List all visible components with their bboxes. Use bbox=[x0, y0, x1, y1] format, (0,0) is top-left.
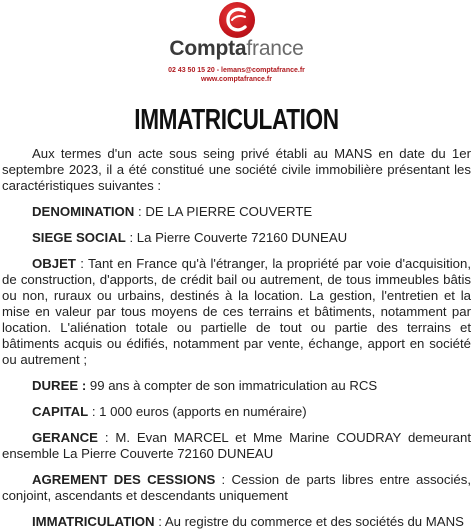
field-siege-social: SIEGE SOCIAL : La Pierre Couverte 72160 DUNEAU bbox=[32, 230, 348, 245]
field-value: 1 000 euros (apports en numéraire) bbox=[99, 404, 307, 419]
field-label: IMMATRICULATION bbox=[32, 514, 155, 529]
field-label: DENOMINATION bbox=[32, 204, 135, 219]
field-agrement-cessions: AGREMENT DES CESSIONS : Cession de parts libres entre associés, conjoint, ascendants et descendants uniquement bbox=[2, 472, 471, 503]
announcement-body bbox=[2, 146, 471, 530]
header bbox=[0, 0, 473, 100]
comptafrance-logo-icon bbox=[219, 2, 255, 38]
field-value: Tant en France qu'à l'étranger, la propriété par voie d'acquisition, de construction, d'apports, de crédit bail ou autrement, de tous immeubles bâtis ou non, ruraux ou urbains, destinés à la location. La gestion, l'entretien et la mise en valeur par tous moyens de ces terrains et bâtiments, notamment par location. L'aliénation totale ou partielle de tout ou partie des terrains et bâtiments acquis ou édifiés, notamment par vente, échange, apport en société ou autrement ; bbox=[2, 256, 471, 367]
intro-paragraph: Aux termes d'un acte sous seing privé établi au MANS en date du 1er septembre 2023, il a été constitué une société civile immobilière présentant les caractéristiques suivantes : bbox=[2, 146, 471, 193]
field-objet: OBJET : Tant en France qu'à l'étranger, la propriété par voie d'acquisition, de construction, d'apports, de crédit bail ou autrement, de tous immeubles bâtis ou non, ruraux ou urbains, destinés à la location. La gestion, l'entretien et la mise en valeur par tous moyens de ces terrains et bâtiments, notamment par location. L'aliénation totale ou partielle de tout ou partie des terrains et bâtiments acquis ou édifiés, notamment par vente, échange, apport en société ou autrement ; bbox=[2, 256, 471, 367]
field-label: GERANCE bbox=[32, 430, 98, 445]
field-label: AGREMENT DES CESSIONS bbox=[32, 472, 216, 487]
field-value: Cession de parts libres entre associés, conjoint, ascendants et descendants uniquement bbox=[2, 472, 471, 503]
field-duree bbox=[2, 378, 471, 394]
field-label: CAPITAL bbox=[32, 404, 89, 419]
field-label: SIEGE SOCIAL bbox=[32, 230, 126, 245]
field-denomination: DENOMINATION : DE LA PIERRE COUVERTE bbox=[32, 204, 313, 219]
field-immatriculation: IMMATRICULATION : Au registre du commerce et des sociétés du MANS bbox=[32, 514, 464, 529]
page-title: IMMATRICULATION bbox=[134, 104, 339, 136]
field-capital: CAPITAL : 1 000 euros (apports en numéraire) bbox=[32, 404, 307, 419]
field-value: Au registre du commerce et des sociétés du MANS bbox=[164, 514, 464, 529]
field-value: La Pierre Couverte 72160 DUNEAU bbox=[136, 230, 348, 245]
field-gerance: GERANCE : M. Evan MARCEL et Mme Marine COUDRAY demeurant ensemble La Pierre Couverte 72160 DUNEAU bbox=[2, 430, 471, 461]
brand-part1: Compta bbox=[169, 37, 247, 60]
field-value: DE LA PIERRE COUVERTE bbox=[145, 204, 313, 219]
field-value: M. Evan MARCEL et Mme Marine COUDRAY demeurant ensemble La Pierre Couverte 72160 DUNEAU bbox=[2, 430, 471, 461]
brand-name bbox=[0, 36, 473, 62]
field-label: DUREE : bbox=[32, 378, 87, 393]
field-value: 99 ans à compter de son immatriculation au RCS bbox=[89, 378, 378, 393]
brand-part2: france bbox=[246, 37, 304, 60]
contact-line: 02 43 50 15 20 - lemans@comptafrance.fr bbox=[168, 67, 305, 74]
website-link[interactable]: www.comptafrance.fr bbox=[201, 76, 272, 83]
field-label: OBJET bbox=[32, 256, 76, 271]
